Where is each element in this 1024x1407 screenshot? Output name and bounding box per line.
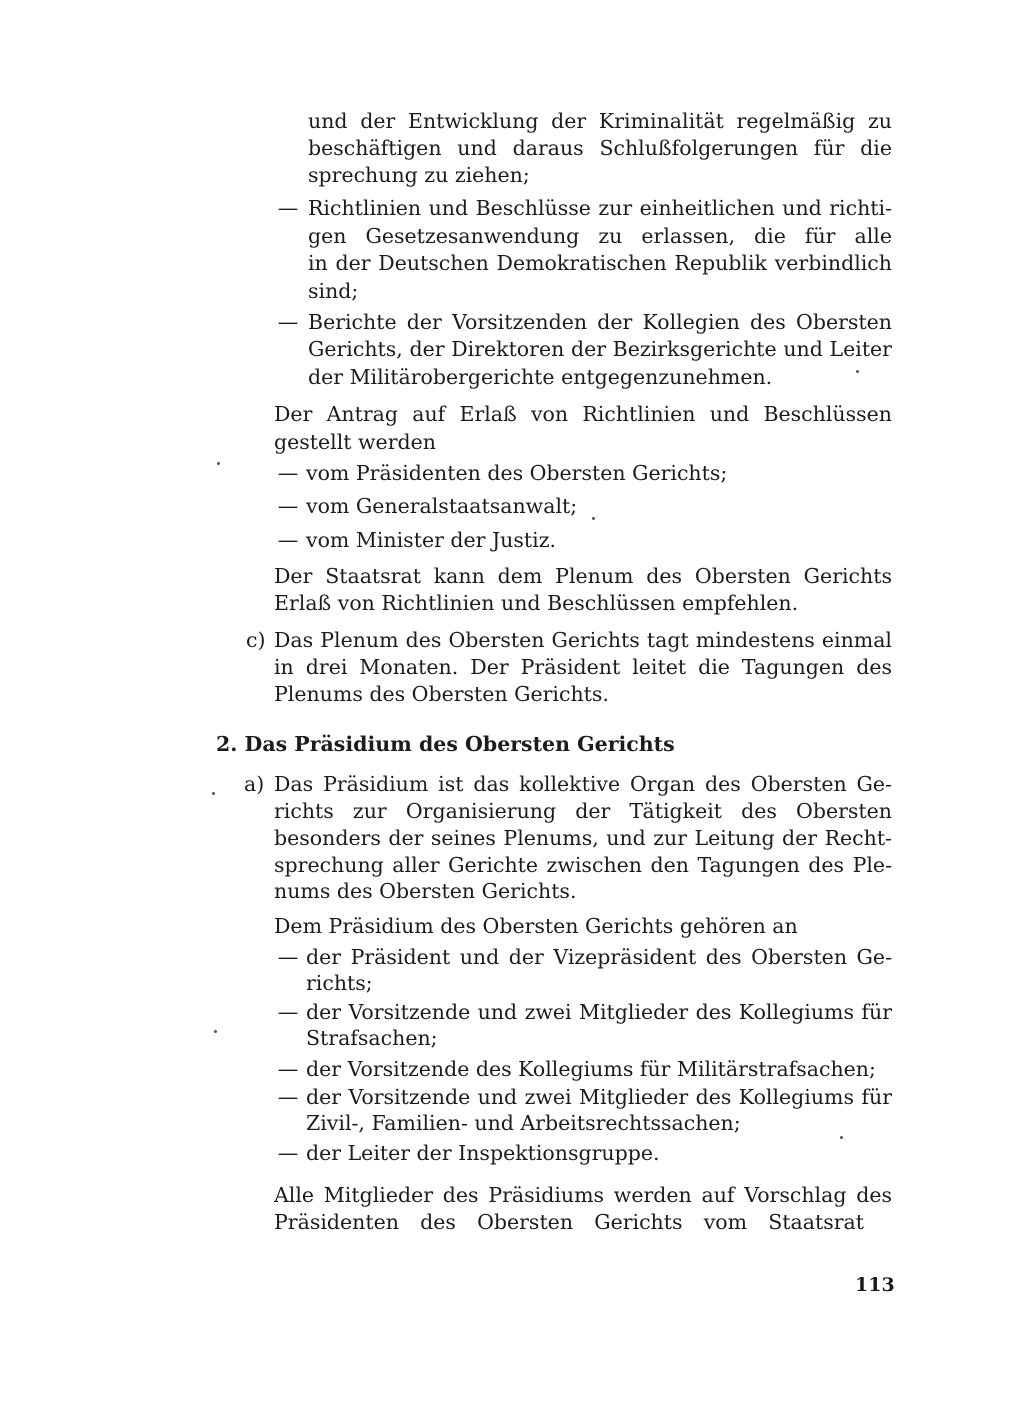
- text-line: [0, 222, 1024, 250]
- scan-speck: [212, 792, 215, 795]
- text-line-content: in der Deutschen Demokratischen Republik verbindlich: [308, 251, 892, 275]
- text-line-content: Der Staatsrat kann dem Plenum des Obersten Gerichts: [274, 564, 892, 588]
- dash-bullet: —: [277, 310, 299, 334]
- text-line-content: in drei Monaten. Der Präsident leitet die Tagungen des: [274, 655, 892, 679]
- list-item: [0, 998, 1024, 1026]
- text-line-content: der Vorsitzende und zwei Mitglieder des Kollegiums für: [306, 1000, 892, 1024]
- text-line-content: Zivil-, Familien- und Arbeitsrechtssachen;: [306, 1111, 741, 1135]
- item-marker: c): [246, 628, 266, 652]
- dash-bullet: —: [277, 1141, 299, 1165]
- text-line-content: gen Gesetzesanwendung zu erlassen, die für alle: [308, 224, 892, 248]
- text-line-content: der Leiter der Inspektionsgruppe.: [306, 1141, 660, 1165]
- section-heading-text: 2. Das Präsidium des Obersten Gerichts: [216, 732, 675, 756]
- text-line: [0, 589, 1024, 617]
- text-line-content: Das Präsidium ist das kollektive Organ des Obersten Ge-: [274, 772, 892, 796]
- text-line: [0, 249, 1024, 277]
- text-line: [0, 1181, 1024, 1209]
- text-line: [0, 680, 1024, 708]
- text-line-content: richts zur Organisierung der Tätigkeit des Obersten: [274, 799, 892, 823]
- section-heading: [0, 730, 1024, 758]
- text-line: [0, 1208, 1024, 1236]
- text-line-content: Erlaß von Richtlinien und Beschlüssen empfehlen.: [274, 591, 799, 615]
- text-line: [0, 1109, 1024, 1137]
- dash-bullet: —: [277, 461, 299, 485]
- text-line-content: Der Antrag auf Erlaß von Richtlinien und Beschlüssen: [274, 402, 892, 426]
- text-line-content: Gerichts, der Direktoren der Bezirksgerichte und Leiter: [308, 337, 892, 361]
- list-item: [0, 308, 1024, 336]
- list-item: [0, 1083, 1024, 1111]
- text-line-content: und der Entwicklung der Kriminalität regelmäßig zu: [308, 109, 892, 133]
- text-line-content: Präsidenten des Obersten Gerichts vom Staatsrat: [274, 1210, 864, 1234]
- text-line: [0, 912, 1024, 940]
- list-item: [0, 492, 1024, 520]
- text-line-content: Richtlinien und Beschlüsse zur einheitlichen und richti-: [308, 196, 892, 220]
- text-line-content: Plenums des Obersten Gerichts.: [274, 682, 609, 706]
- text-line-content: sprechung aller Gerichte zwischen den Tagungen des Ple-: [274, 853, 892, 877]
- text-line: [0, 969, 1024, 997]
- text-line-content: Dem Präsidium des Obersten Gerichts gehören an: [274, 914, 798, 938]
- text-line: [0, 161, 1024, 189]
- scan-speck: [217, 462, 220, 465]
- list-item: [0, 1139, 1024, 1167]
- text-line: [0, 562, 1024, 590]
- list-item: [0, 459, 1024, 487]
- dash-bullet: —: [277, 1057, 299, 1081]
- list-item: [0, 194, 1024, 222]
- scan-speck: [214, 1030, 217, 1033]
- scan-speck: [840, 1136, 843, 1139]
- text-line-content: der Vorsitzende und zwei Mitglieder des Kollegiums für: [306, 1085, 892, 1109]
- dash-bullet: —: [277, 196, 299, 220]
- text-line-content: nums des Obersten Gerichts.: [274, 879, 577, 903]
- text-line-content: besonders der seines Plenums, und zur Leitung der Recht-: [274, 826, 892, 850]
- scan-speck: [856, 370, 859, 373]
- text-line: [0, 363, 1024, 391]
- list-item: [0, 626, 1024, 654]
- item-marker: a): [244, 772, 265, 796]
- scan-speck: [592, 517, 595, 520]
- text-line-content: Das Plenum des Obersten Gerichts tagt mindestens einmal: [274, 628, 892, 652]
- list-item: [0, 770, 1024, 798]
- text-line-content: Strafsachen;: [306, 1026, 438, 1050]
- dash-bullet: —: [277, 1000, 299, 1024]
- text-line-content: Alle Mitglieder des Präsidiums werden auf Vorschlag des: [274, 1183, 892, 1207]
- text-line-content: vom Präsidenten des Obersten Gerichts;: [306, 461, 728, 485]
- text-line-content: Berichte der Vorsitzenden der Kollegien des Obersten: [308, 310, 892, 334]
- text-line-content: gestellt werden: [274, 430, 436, 454]
- dash-bullet: —: [277, 494, 299, 518]
- dash-bullet: —: [277, 528, 299, 552]
- text-line-content: der Präsident und der Vizepräsident des Obersten Ge-: [306, 945, 892, 969]
- text-line-content: der Militärobergerichte entgegenzunehmen.: [308, 365, 773, 389]
- text-line: [0, 1024, 1024, 1052]
- text-line: [0, 134, 1024, 162]
- text-line: [0, 653, 1024, 681]
- text-line-content: sind;: [308, 279, 359, 303]
- text-line-content: vom Minister der Justiz.: [306, 528, 557, 552]
- text-line: [0, 335, 1024, 363]
- text-line: [0, 824, 1024, 852]
- dash-bullet: —: [277, 1085, 299, 1109]
- text-line-content: der Vorsitzende des Kollegiums für Militärstrafsachen;: [306, 1057, 876, 1081]
- text-line-content: vom Generalstaatsanwalt;: [306, 494, 578, 518]
- text-line: [0, 277, 1024, 305]
- dash-bullet: —: [277, 945, 299, 969]
- text-line: [0, 877, 1024, 905]
- list-item: [0, 943, 1024, 971]
- text-line: [0, 797, 1024, 825]
- text-line-content: richts;: [306, 971, 373, 995]
- text-line-content: beschäftigen und daraus Schlußfolgerungen für die: [308, 136, 892, 160]
- list-item: [0, 1055, 1024, 1083]
- text-line: [0, 428, 1024, 456]
- text-line: [0, 107, 1024, 135]
- page-number: 113: [855, 1274, 895, 1296]
- text-line: [0, 851, 1024, 879]
- text-line-content: sprechung zu ziehen;: [308, 163, 530, 187]
- list-item: [0, 526, 1024, 554]
- text-line: [0, 400, 1024, 428]
